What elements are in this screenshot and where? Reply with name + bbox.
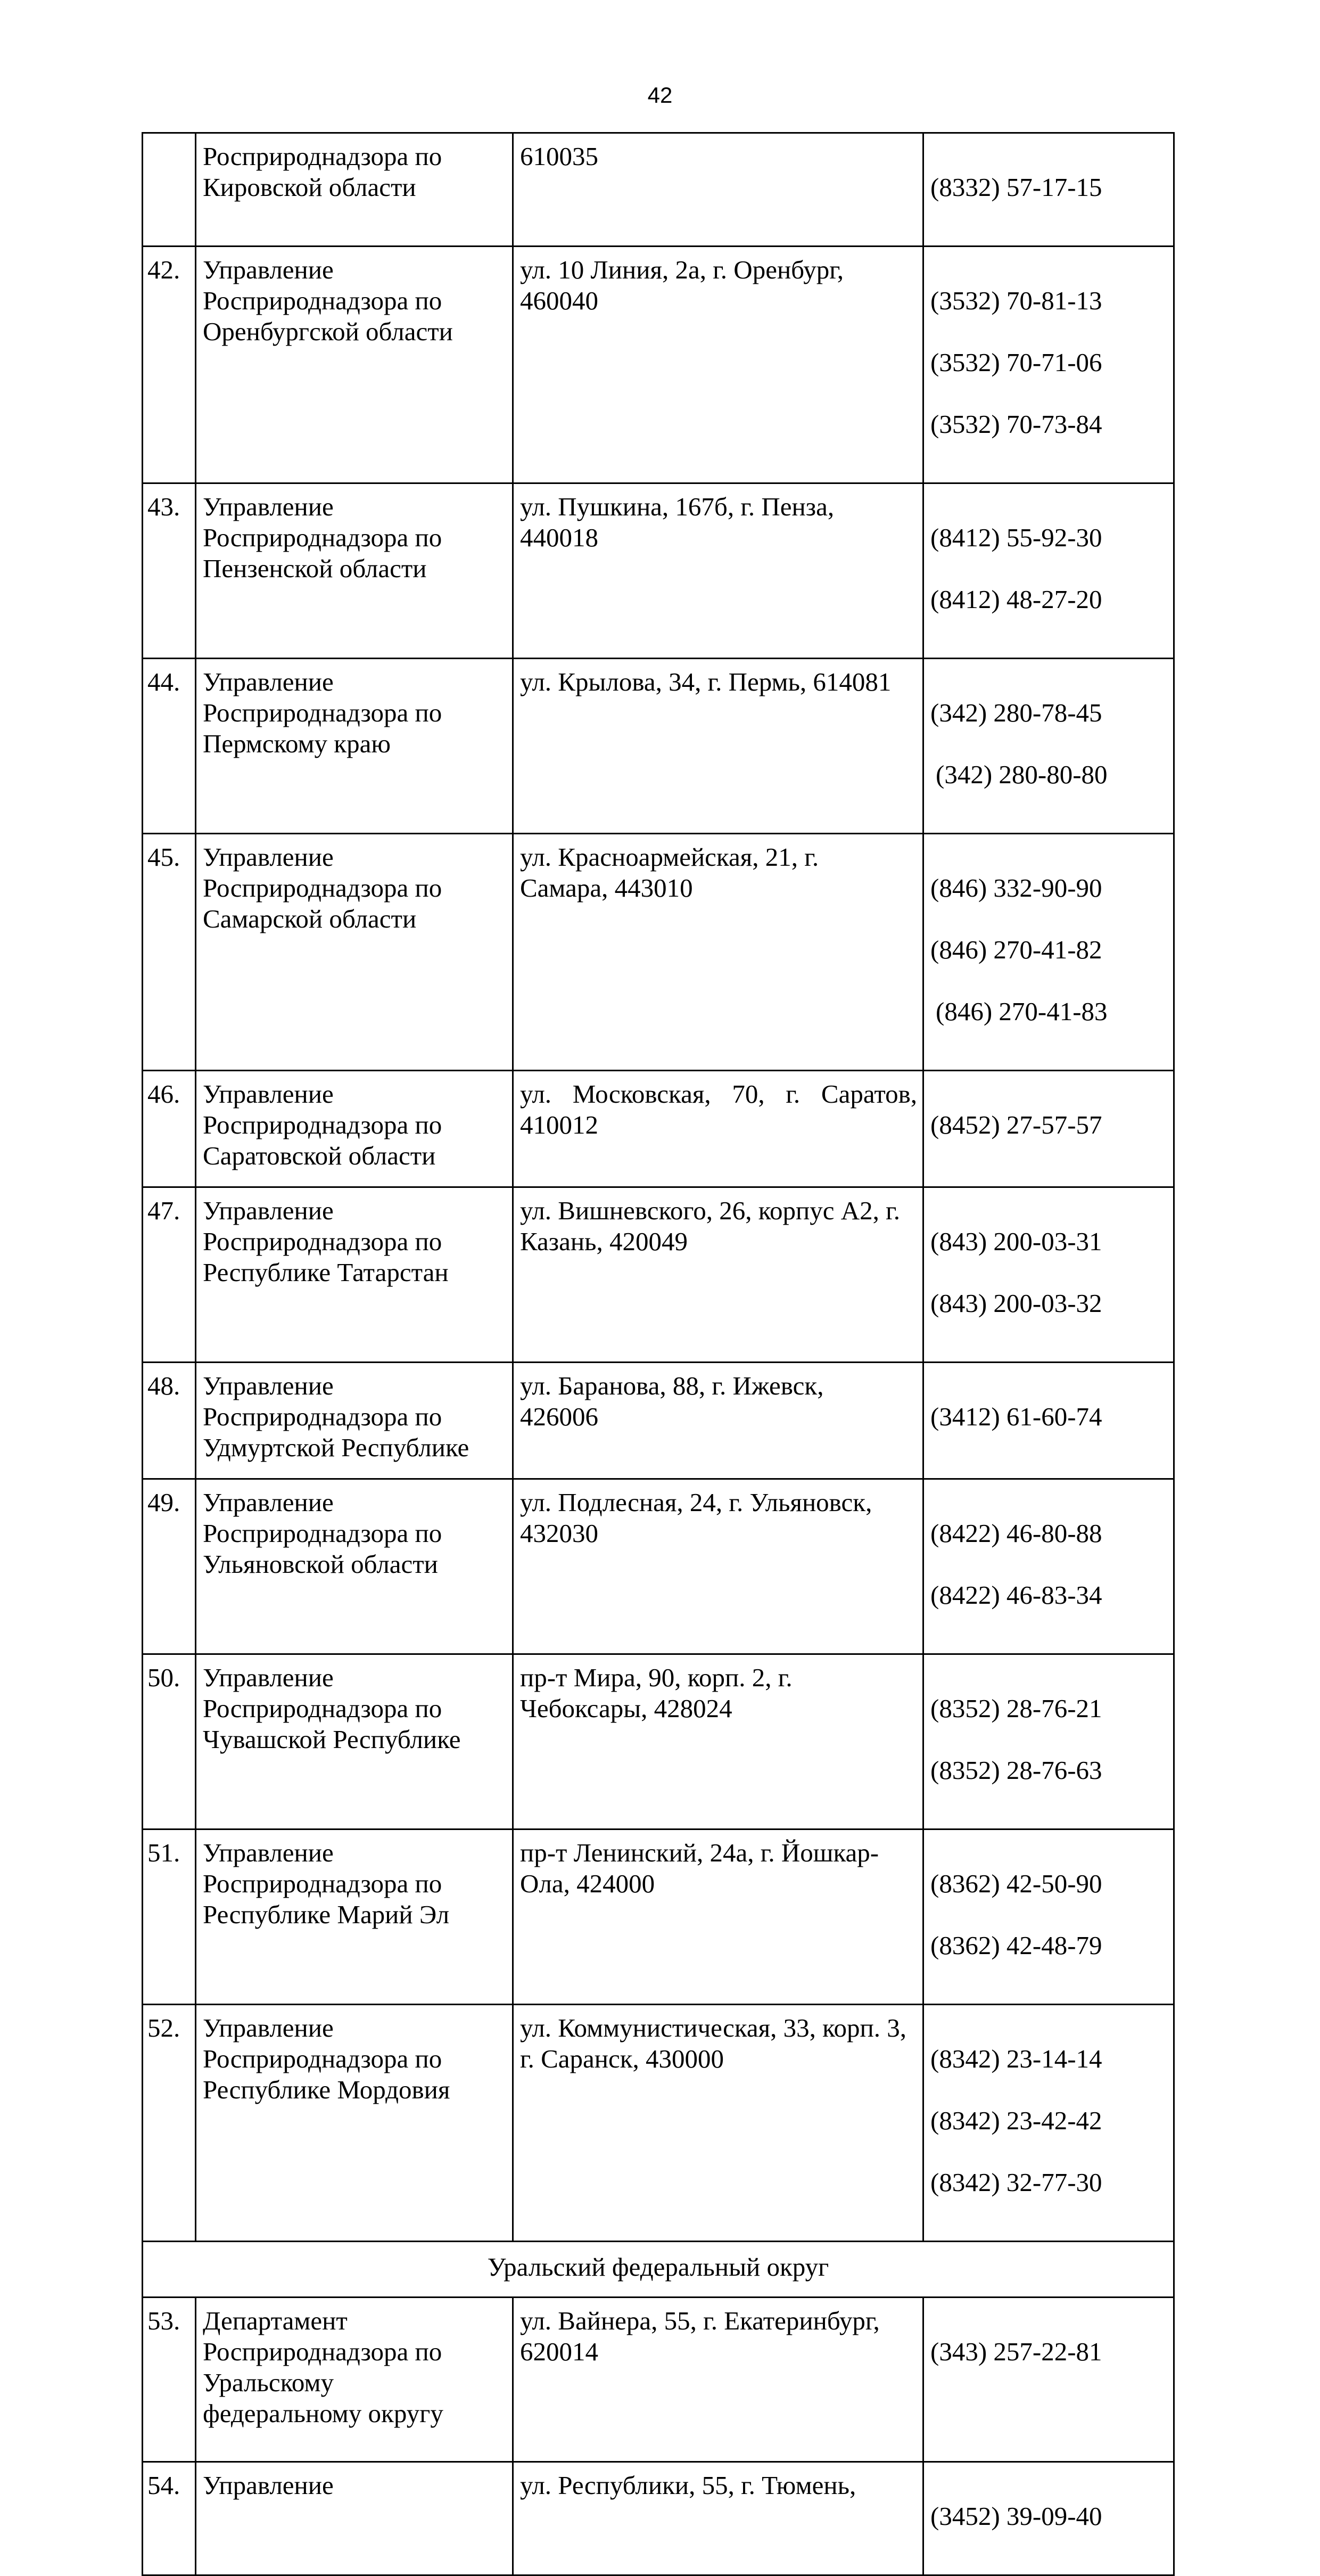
phone-number: (8342) 32-77-30 xyxy=(930,2168,1102,2197)
organization-name: Управление Росприроднадзора по Пермскому краю xyxy=(196,659,513,834)
organization-name: Управление Росприроднадзора по Республике Татарстан xyxy=(196,1187,513,1363)
table-row xyxy=(143,1654,1174,1830)
phone-numbers xyxy=(923,1187,1174,1363)
address: ул. 10 Линия, 2а, г. Оренбург, 460040 xyxy=(513,247,923,483)
phone-number: (8412) 48-27-20 xyxy=(930,585,1102,614)
phone-numbers xyxy=(923,1363,1174,1479)
table-row xyxy=(143,2298,1174,2462)
phone-number: (8422) 46-83-34 xyxy=(930,1580,1102,1610)
organization-name: Управление Росприроднадзора по Саратовской области xyxy=(196,1071,513,1187)
organization-name: Департамент Росприроднадзора по Уральскому федеральному округу xyxy=(196,2298,513,2462)
section-heading: Уральский федеральный округ xyxy=(143,2242,1174,2298)
address: 610035 xyxy=(513,133,923,247)
phone-number: (3452) 39-09-40 xyxy=(930,2501,1102,2531)
table-row xyxy=(143,1479,1174,1654)
phone-numbers xyxy=(923,659,1174,834)
organization-name: Управление Росприроднадзора по Ульяновской области xyxy=(196,1479,513,1654)
phone-numbers xyxy=(923,247,1174,483)
phone-numbers xyxy=(923,1071,1174,1187)
phone-number: (3412) 61-60-74 xyxy=(930,1402,1102,1431)
organization-name: Управление Росприроднадзора по Оренбургской области xyxy=(196,247,513,483)
row-number: 53. xyxy=(143,2298,196,2462)
page-number: 42 xyxy=(647,83,673,108)
address: пр-т Мира, 90, корп. 2, г. Чебоксары, 428024 xyxy=(513,1654,923,1830)
table-row xyxy=(143,1187,1174,1363)
phone-number: (3532) 70-81-13 xyxy=(930,286,1102,315)
row-number: 44. xyxy=(143,659,196,834)
address: ул. Республики, 55, г. Тюмень, xyxy=(513,2462,923,2575)
organization-name: Управление Росприроднадзора по Пензенской области xyxy=(196,483,513,659)
phone-number: (3532) 70-71-06 xyxy=(930,348,1102,377)
organization-name: Управление Росприроднадзора по Республике Мордовия xyxy=(196,2005,513,2242)
organization-name: Управление Росприроднадзора по Республике Марий Эл xyxy=(196,1830,513,2005)
phone-number: (3532) 70-73-84 xyxy=(930,409,1102,439)
phone-numbers xyxy=(923,1479,1174,1654)
address: ул. Пушкина, 167б, г. Пенза, 440018 xyxy=(513,483,923,659)
address: ул. Вишневского, 26, корпус А2, г. Казань, 420049 xyxy=(513,1187,923,1363)
row-number: 47. xyxy=(143,1187,196,1363)
phone-number: (8352) 28-76-21 xyxy=(930,1694,1102,1723)
row-number: 51. xyxy=(143,1830,196,2005)
organization-name: Управление Росприроднадзора по Самарской области xyxy=(196,834,513,1071)
phone-number: (8452) 27-57-57 xyxy=(930,1110,1102,1139)
phone-numbers xyxy=(923,2005,1174,2242)
phone-number: (843) 200-03-31 xyxy=(930,1227,1102,1256)
address: ул. Баранова, 88, г. Ижевск, 426006 xyxy=(513,1363,923,1479)
phone-numbers xyxy=(923,1830,1174,2005)
row-number: 46. xyxy=(143,1071,196,1187)
phone-numbers xyxy=(923,483,1174,659)
phone-number: (8362) 42-48-79 xyxy=(930,1931,1102,1960)
phone-number: (8332) 57-17-15 xyxy=(930,173,1102,202)
organization-name: Управление xyxy=(196,2462,513,2575)
table-row xyxy=(143,2462,1174,2575)
table-row xyxy=(143,659,1174,834)
row-number: 49. xyxy=(143,1479,196,1654)
phone-number: (342) 280-80-80 xyxy=(936,760,1108,789)
address: ул. Коммунистическая, 33, корп. 3, г. Саранск, 430000 xyxy=(513,2005,923,2242)
table-row xyxy=(143,1071,1174,1187)
phone-number: (846) 332-90-90 xyxy=(930,873,1102,903)
registry-table xyxy=(142,132,1175,2576)
row-number: 52. xyxy=(143,2005,196,2242)
table-row xyxy=(143,834,1174,1071)
row-number xyxy=(143,133,196,247)
phone-number: (343) 257-22-81 xyxy=(930,2337,1102,2366)
row-number: 43. xyxy=(143,483,196,659)
address: ул. Вайнера, 55, г. Екатеринбург, 620014 xyxy=(513,2298,923,2462)
table-row xyxy=(143,1830,1174,2005)
organization-name: Управление Росприроднадзора по Удмуртской Республике xyxy=(196,1363,513,1479)
phone-numbers xyxy=(923,2462,1174,2575)
phone-number: (846) 270-41-83 xyxy=(936,997,1108,1026)
phone-numbers xyxy=(923,1654,1174,1830)
table-row xyxy=(143,1363,1174,1479)
organization-name: Управление Росприроднадзора по Чувашской Республике xyxy=(196,1654,513,1830)
phone-number: (342) 280-78-45 xyxy=(930,698,1102,727)
phone-number: (8342) 23-14-14 xyxy=(930,2044,1102,2073)
table-row xyxy=(143,247,1174,483)
phone-numbers xyxy=(923,2298,1174,2462)
organization-name: Росприроднадзора по Кировской области xyxy=(196,133,513,247)
address: пр-т Ленинский, 24а, г. Йошкар- Ола, 424000 xyxy=(513,1830,923,2005)
phone-number: (8352) 28-76-63 xyxy=(930,1755,1102,1785)
phone-number: (8422) 46-80-88 xyxy=(930,1519,1102,1548)
phone-numbers xyxy=(923,133,1174,247)
address: ул. Подлесная, 24, г. Ульяновск, 432030 xyxy=(513,1479,923,1654)
section-row xyxy=(143,2242,1174,2298)
table-row xyxy=(143,483,1174,659)
table-row xyxy=(143,2005,1174,2242)
address: ул. Крылова, 34, г. Пермь, 614081 xyxy=(513,659,923,834)
address: ул. Московская, 70, г. Саратов, 410012 xyxy=(513,1071,923,1187)
row-number: 50. xyxy=(143,1654,196,1830)
phone-number: (8362) 42-50-90 xyxy=(930,1869,1102,1898)
row-number: 42. xyxy=(143,247,196,483)
row-number: 54. xyxy=(143,2462,196,2575)
table-row xyxy=(143,133,1174,247)
phone-number: (8412) 55-92-30 xyxy=(930,523,1102,552)
row-number: 45. xyxy=(143,834,196,1071)
phone-number: (8342) 23-42-42 xyxy=(930,2106,1102,2135)
phone-numbers xyxy=(923,834,1174,1071)
phone-number: (843) 200-03-32 xyxy=(930,1289,1102,1318)
address: ул. Красноармейская, 21, г. Самара, 443010 xyxy=(513,834,923,1071)
row-number: 48. xyxy=(143,1363,196,1479)
phone-number: (846) 270-41-82 xyxy=(930,935,1102,964)
